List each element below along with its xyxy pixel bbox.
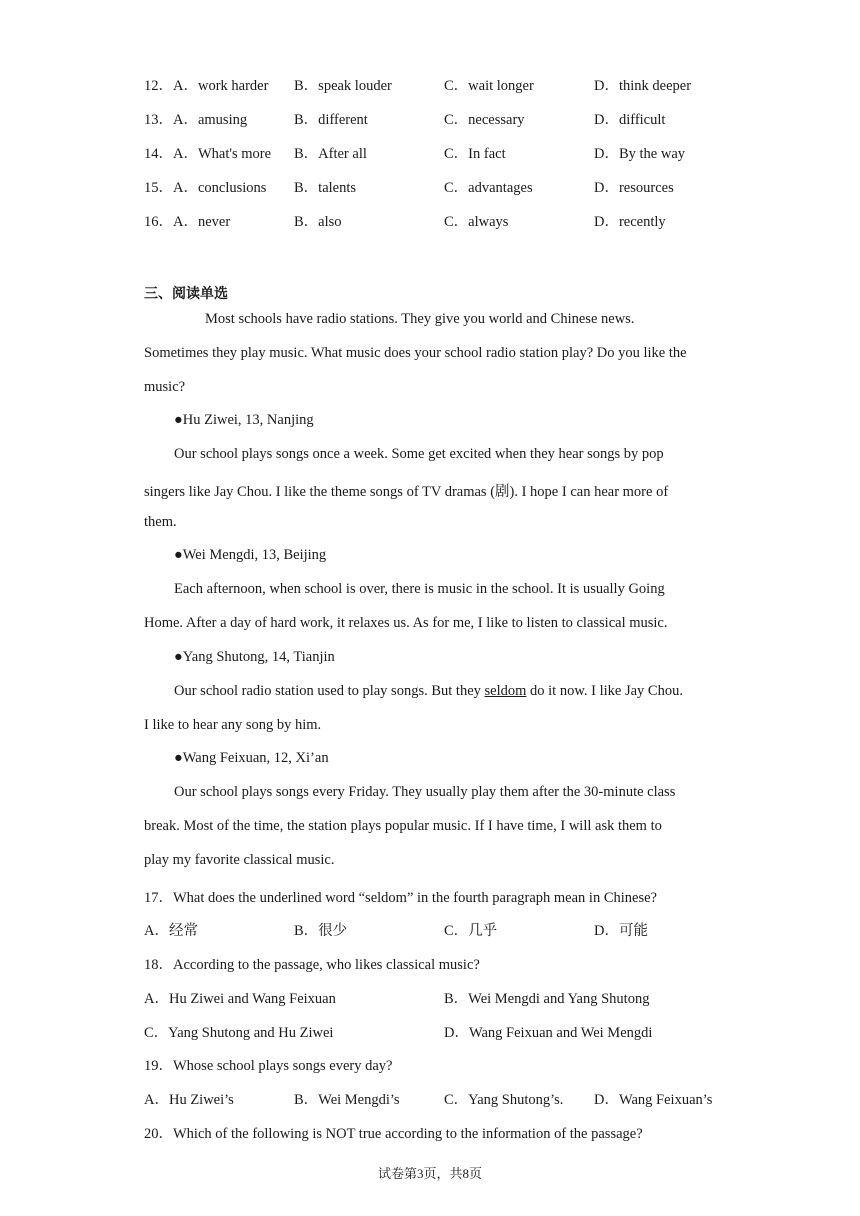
option-b: B．Wei Mengdi’s bbox=[294, 1092, 400, 1108]
option-c: C．necessary bbox=[444, 112, 525, 128]
paragraph-line: I like to hear any song by him. bbox=[144, 717, 322, 733]
paragraph-line: singers like Jay Chou. I like the theme songs of TV dramas (剧). I hope I can hear more of bbox=[144, 484, 669, 500]
option-a: 14．A．What's more bbox=[144, 146, 272, 162]
paragraph-line: Home. After a day of hard work, it relaxes us. As for me, I like to listen to classical music. bbox=[144, 615, 668, 631]
option-c: C．always bbox=[444, 214, 509, 230]
speaker-name: ●Wei Mengdi, 13, Beijing bbox=[174, 547, 327, 563]
paragraph-line: break. Most of the time, the station plays popular music. If I have time, I will ask them to bbox=[144, 818, 662, 834]
passage-intro-line: Sometimes they play music. What music does your school radio station play? Do you like the bbox=[144, 345, 687, 361]
question-19-options bbox=[144, 1088, 744, 1108]
option-d: D．Wang Feixuan and Wei Mengdi bbox=[444, 1025, 653, 1041]
paragraph-line: Each afternoon, when school is over, there is music in the school. It is usually Going bbox=[174, 581, 665, 597]
paragraph-line: Our school radio station used to play songs. But they seldom do it now. I like Jay Chou. bbox=[174, 683, 683, 699]
option-row-15 bbox=[144, 176, 744, 196]
section-heading: 三、阅读单选 bbox=[144, 286, 228, 302]
option-a: 13．A．amusing bbox=[144, 112, 248, 128]
page-footer: 试卷第3页，共8页 bbox=[377, 1166, 482, 1181]
option-b: B．很少 bbox=[294, 923, 348, 939]
option-a: A．Hu Ziwei and Wang Feixuan bbox=[144, 991, 336, 1007]
option-row-12 bbox=[144, 74, 744, 94]
speaker-name: ●Hu Ziwei, 13, Nanjing bbox=[174, 412, 314, 428]
question-17-options bbox=[144, 919, 744, 939]
question-19: 19．Whose school plays songs every day? bbox=[144, 1058, 393, 1074]
speaker-name: ●Wang Feixuan, 12, Xi’an bbox=[174, 750, 329, 766]
question-17: 17．What does the underlined word “seldom” in the fourth paragraph mean in Chinese? bbox=[144, 890, 657, 906]
option-d: D．difficult bbox=[594, 112, 666, 128]
passage-intro-line: Most schools have radio stations. They give you world and Chinese news. bbox=[205, 311, 635, 327]
option-a: 15．A．conclusions bbox=[144, 180, 267, 196]
option-c: C．In fact bbox=[444, 146, 506, 162]
option-a: A．Hu Ziwei’s bbox=[144, 1092, 234, 1108]
question-20: 20．Which of the following is NOT true according to the information of the passage? bbox=[144, 1126, 643, 1142]
speaker-name: ●Yang Shutong, 14, Tianjin bbox=[174, 649, 335, 665]
option-row-16 bbox=[144, 210, 744, 230]
paragraph-line: Our school plays songs every Friday. They usually play them after the 30-minute class bbox=[174, 784, 676, 800]
option-c: C．Yang Shutong and Hu Ziwei bbox=[144, 1025, 334, 1041]
paragraph-line: Our school plays songs once a week. Some get excited when they hear songs by pop bbox=[174, 446, 664, 462]
option-d: D．resources bbox=[594, 180, 674, 196]
question-18-options bbox=[144, 987, 744, 1007]
option-a: 16．A．never bbox=[144, 214, 231, 230]
option-row-14 bbox=[144, 142, 744, 162]
option-row-13 bbox=[144, 108, 744, 128]
option-d: D．可能 bbox=[594, 923, 648, 939]
passage-intro-line: music? bbox=[144, 379, 186, 395]
option-c: C．wait longer bbox=[444, 78, 534, 94]
paragraph-line: them. bbox=[144, 514, 177, 530]
option-b: B．also bbox=[294, 214, 342, 230]
option-c: C．几乎 bbox=[444, 923, 498, 939]
option-b: B．speak louder bbox=[294, 78, 392, 94]
option-a: A．经常 bbox=[144, 923, 198, 939]
option-b: B．different bbox=[294, 112, 368, 128]
option-b: B．Wei Mengdi and Yang Shutong bbox=[444, 991, 650, 1007]
question-18: 18．According to the passage, who likes classical music? bbox=[144, 957, 480, 973]
paragraph-line: play my favorite classical music. bbox=[144, 852, 335, 868]
option-a: 12．A．work harder bbox=[144, 78, 269, 94]
option-b: B．After all bbox=[294, 146, 367, 162]
option-d: D．recently bbox=[594, 214, 666, 230]
option-d: D．Wang Feixuan’s bbox=[594, 1092, 713, 1108]
question-18-options bbox=[144, 1021, 744, 1041]
option-c: C．advantages bbox=[444, 180, 533, 196]
option-d: D．think deeper bbox=[594, 78, 692, 94]
underlined-word: seldom bbox=[484, 683, 527, 699]
option-d: D．By the way bbox=[594, 146, 686, 162]
option-b: B．talents bbox=[294, 180, 357, 196]
option-c: C．Yang Shutong’s. bbox=[444, 1092, 564, 1108]
